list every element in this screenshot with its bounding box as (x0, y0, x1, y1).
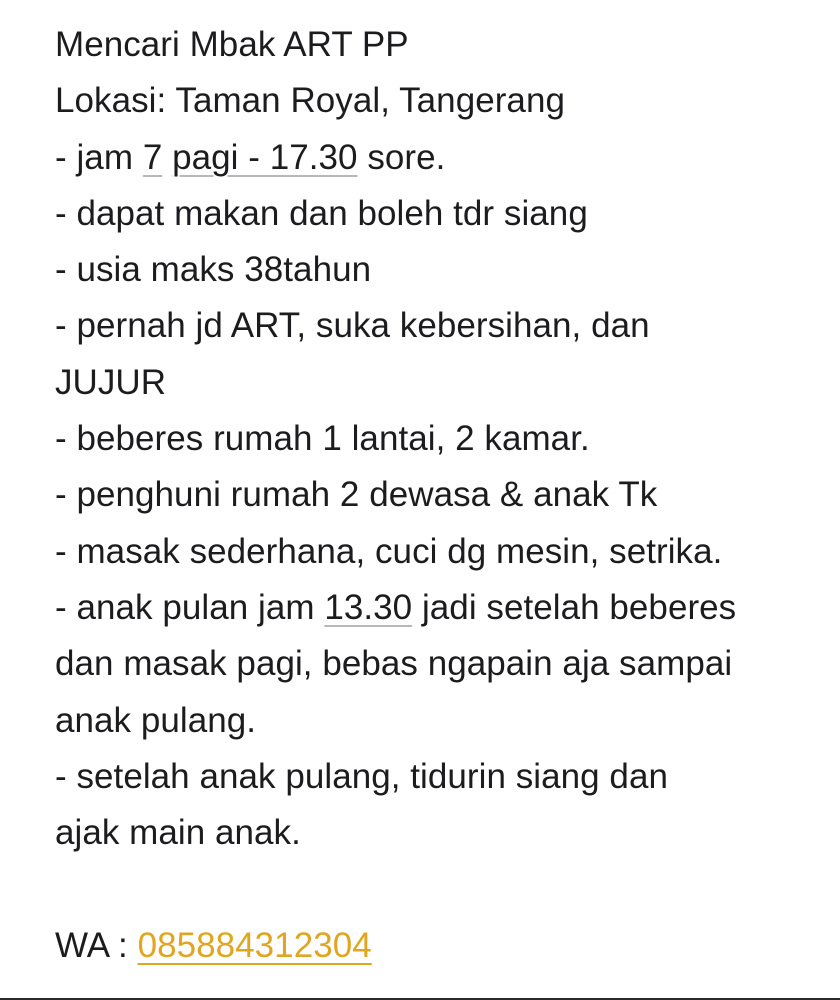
pickup-suffix: jadi setelah beberes (412, 587, 737, 627)
note-hours (55, 130, 840, 186)
pickup-prefix: - anak pulan jam (55, 587, 325, 627)
pickup-detected-time-link[interactable]: 13.30 (324, 587, 413, 627)
hours-detected-number-link[interactable]: 7 (142, 137, 163, 177)
note-pickup (55, 580, 840, 636)
hours-detected-time-link[interactable]: pagi - 17.30 (172, 137, 358, 177)
note-tasks: - masak sederhana, cuci dg mesin, setrika. (55, 531, 723, 571)
contact-label: WA : (55, 925, 138, 965)
note-location: Lokasi: Taman Royal, Tangerang (55, 81, 565, 121)
note-pickup-line2: dan masak pagi, bebas ngapain aja sampai (55, 644, 733, 684)
note-afternoon-line2: ajak main anak. (55, 813, 301, 853)
note-contact (55, 918, 840, 974)
hours-prefix: - jam (55, 137, 143, 177)
phone-number-link[interactable]: 085884312304 (137, 925, 372, 965)
blank-line (55, 861, 840, 917)
note-afternoon-line1: - setelah anak pulang, tidurin siang dan (55, 756, 668, 796)
note-age: - usia maks 38tahun (55, 250, 372, 290)
note-house: - beberes rumah 1 lantai, 2 kamar. (55, 419, 590, 459)
hours-suffix: sore. (357, 137, 446, 177)
note-title: Mencari Mbak ART PP (55, 25, 409, 64)
note-experience-line2: JUJUR (55, 362, 167, 402)
note-experience-line1: - pernah jd ART, suka kebersihan, dan (55, 306, 650, 346)
note-occupants: - penghuni rumah 2 dewasa & anak Tk (55, 475, 658, 515)
note-meal: - dapat makan dan boleh tdr siang (55, 193, 588, 233)
hours-space (162, 138, 172, 177)
note-pickup-line3: anak pulang. (55, 700, 257, 740)
